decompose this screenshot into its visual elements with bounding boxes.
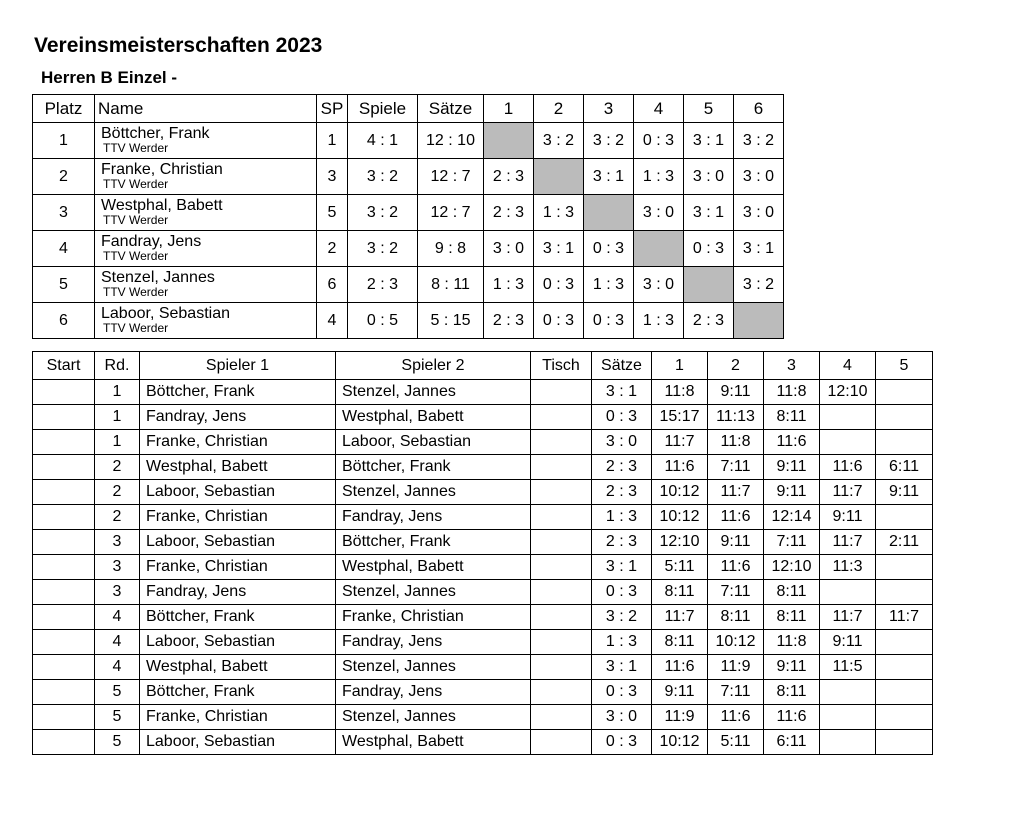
tisch-cell <box>531 705 592 730</box>
player-2-cell: Fandray, Jens <box>336 505 531 530</box>
tisch-cell <box>531 605 592 630</box>
set-score-cell <box>876 680 933 705</box>
club-name: TTV Werder <box>103 285 169 299</box>
match-row <box>33 530 933 555</box>
match-row <box>33 730 933 755</box>
player-1-cell: Böttcher, Frank <box>140 680 336 705</box>
match-saetze-cell: 3 : 0 <box>592 705 652 730</box>
sp-cell: 3 <box>317 159 348 195</box>
set-score-cell <box>820 680 876 705</box>
set-score-cell: 9:11 <box>820 630 876 655</box>
player-cell <box>95 303 317 339</box>
player-cell <box>95 123 317 159</box>
sp-cell: 4 <box>317 303 348 339</box>
set-score-cell <box>820 580 876 605</box>
player-1-cell: Franke, Christian <box>140 505 336 530</box>
set-score-cell: 8:11 <box>652 630 708 655</box>
club-name: TTV Werder <box>103 141 169 155</box>
header-tisch: Tisch <box>531 352 592 380</box>
standings-row <box>33 267 784 303</box>
player-1-cell: Franke, Christian <box>140 705 336 730</box>
set-score-cell: 12:10 <box>652 530 708 555</box>
result-cell: 1 : 3 <box>634 159 684 195</box>
header-sp: SP <box>317 95 348 123</box>
standings-row <box>33 231 784 267</box>
spiele-cell: 3 : 2 <box>348 231 418 267</box>
match-saetze-cell: 3 : 2 <box>592 605 652 630</box>
set-score-cell: 10:12 <box>652 480 708 505</box>
spiele-cell: 3 : 2 <box>348 195 418 231</box>
set-score-cell: 11:6 <box>820 455 876 480</box>
header-match-saetze: Sätze <box>592 352 652 380</box>
match-row <box>33 680 933 705</box>
header-set-3: 3 <box>764 352 820 380</box>
start-cell <box>33 630 95 655</box>
set-score-cell: 9:11 <box>820 505 876 530</box>
player-1-cell: Laboor, Sebastian <box>140 530 336 555</box>
set-score-cell: 12:10 <box>820 380 876 405</box>
result-cell: 0 : 3 <box>634 123 684 159</box>
match-saetze-cell: 2 : 3 <box>592 455 652 480</box>
result-cell: 1 : 3 <box>584 267 634 303</box>
start-cell <box>33 530 95 555</box>
set-score-cell <box>820 405 876 430</box>
result-cell: 2 : 3 <box>484 195 534 231</box>
result-cell: 3 : 1 <box>534 231 584 267</box>
result-cell: 1 : 3 <box>484 267 534 303</box>
set-score-cell: 11:8 <box>708 430 764 455</box>
set-score-cell: 7:11 <box>764 530 820 555</box>
match-row <box>33 505 933 530</box>
set-score-cell <box>876 380 933 405</box>
start-cell <box>33 580 95 605</box>
result-cell: 3 : 0 <box>734 195 784 231</box>
header-spiele: Spiele <box>348 95 418 123</box>
club-name: TTV Werder <box>103 177 169 191</box>
player-1-cell: Franke, Christian <box>140 430 336 455</box>
set-score-cell <box>820 430 876 455</box>
player-2-cell: Franke, Christian <box>336 605 531 630</box>
round-cell: 5 <box>95 680 140 705</box>
section-subtitle: Herren B Einzel - <box>41 68 178 87</box>
saetze-cell: 5 : 15 <box>418 303 484 339</box>
set-score-cell: 11:9 <box>708 655 764 680</box>
player-2-cell: Fandray, Jens <box>336 630 531 655</box>
sp-cell: 6 <box>317 267 348 303</box>
set-score-cell: 7:11 <box>708 580 764 605</box>
header-saetze: Sätze <box>418 95 484 123</box>
tisch-cell <box>531 430 592 455</box>
tisch-cell <box>531 680 592 705</box>
platz-cell: 2 <box>33 159 95 195</box>
player-2-cell: Westphal, Babett <box>336 405 531 430</box>
player-name: Stenzel, Jannes <box>101 269 215 286</box>
start-cell <box>33 430 95 455</box>
result-cell: 0 : 3 <box>584 231 634 267</box>
match-saetze-cell: 3 : 1 <box>592 555 652 580</box>
set-score-cell: 8:11 <box>764 580 820 605</box>
player-1-cell: Fandray, Jens <box>140 580 336 605</box>
header-opponent-2: 2 <box>534 95 584 123</box>
saetze-cell: 8 : 11 <box>418 267 484 303</box>
set-score-cell: 11:6 <box>764 430 820 455</box>
standings-row <box>33 303 784 339</box>
set-score-cell <box>876 505 933 530</box>
standings-table <box>32 94 784 339</box>
set-score-cell: 12:14 <box>764 505 820 530</box>
set-score-cell: 8:11 <box>764 605 820 630</box>
result-cell: 0 : 3 <box>534 303 584 339</box>
set-score-cell <box>876 555 933 580</box>
tisch-cell <box>531 580 592 605</box>
match-saetze-cell: 0 : 3 <box>592 730 652 755</box>
set-score-cell: 11:6 <box>764 705 820 730</box>
sp-cell: 2 <box>317 231 348 267</box>
start-cell <box>33 505 95 530</box>
club-name: TTV Werder <box>103 213 169 227</box>
result-cell: 3 : 2 <box>584 123 634 159</box>
set-score-cell: 7:11 <box>708 455 764 480</box>
tisch-cell <box>531 405 592 430</box>
round-cell: 3 <box>95 530 140 555</box>
round-cell: 2 <box>95 455 140 480</box>
header-round: Rd. <box>95 352 140 380</box>
match-row <box>33 555 933 580</box>
set-score-cell: 11:6 <box>652 655 708 680</box>
round-cell: 3 <box>95 555 140 580</box>
match-saetze-cell: 3 : 0 <box>592 430 652 455</box>
self-match-cell <box>484 123 534 159</box>
result-cell: 0 : 3 <box>534 267 584 303</box>
start-cell <box>33 655 95 680</box>
set-score-cell: 11:7 <box>820 480 876 505</box>
self-match-cell <box>734 303 784 339</box>
saetze-cell: 9 : 8 <box>418 231 484 267</box>
result-cell: 0 : 3 <box>684 231 734 267</box>
result-cell: 3 : 0 <box>734 159 784 195</box>
round-cell: 5 <box>95 705 140 730</box>
result-cell: 0 : 3 <box>584 303 634 339</box>
set-score-cell <box>876 630 933 655</box>
header-player-2: Spieler 2 <box>336 352 531 380</box>
header-platz: Platz <box>33 95 95 123</box>
player-2-cell: Stenzel, Jannes <box>336 380 531 405</box>
set-score-cell: 9:11 <box>764 480 820 505</box>
set-score-cell <box>876 580 933 605</box>
platz-cell: 5 <box>33 267 95 303</box>
start-cell <box>33 480 95 505</box>
round-cell: 4 <box>95 655 140 680</box>
set-score-cell: 9:11 <box>764 455 820 480</box>
match-saetze-cell: 0 : 3 <box>592 405 652 430</box>
player-1-cell: Franke, Christian <box>140 555 336 580</box>
set-score-cell <box>820 730 876 755</box>
set-score-cell <box>876 430 933 455</box>
set-score-cell: 11:6 <box>708 705 764 730</box>
header-set-5: 5 <box>876 352 933 380</box>
result-cell: 3 : 0 <box>484 231 534 267</box>
player-1-cell: Böttcher, Frank <box>140 605 336 630</box>
tisch-cell <box>531 655 592 680</box>
header-opponent-4: 4 <box>634 95 684 123</box>
player-cell <box>95 267 317 303</box>
result-cell: 1 : 3 <box>634 303 684 339</box>
result-cell: 2 : 3 <box>484 159 534 195</box>
sp-cell: 1 <box>317 123 348 159</box>
set-score-cell: 11:7 <box>820 605 876 630</box>
match-row <box>33 705 933 730</box>
player-2-cell: Böttcher, Frank <box>336 455 531 480</box>
player-1-cell: Laboor, Sebastian <box>140 480 336 505</box>
header-name: Name <box>95 95 317 123</box>
result-cell: 3 : 2 <box>734 267 784 303</box>
match-row <box>33 455 933 480</box>
result-cell: 3 : 1 <box>584 159 634 195</box>
set-score-cell: 11:3 <box>820 555 876 580</box>
set-score-cell: 11:7 <box>652 605 708 630</box>
set-score-cell: 12:10 <box>764 555 820 580</box>
player-2-cell: Westphal, Babett <box>336 555 531 580</box>
set-score-cell: 11:6 <box>708 555 764 580</box>
result-cell: 3 : 2 <box>534 123 584 159</box>
start-cell <box>33 730 95 755</box>
result-cell: 2 : 3 <box>684 303 734 339</box>
platz-cell: 6 <box>33 303 95 339</box>
set-score-cell: 11:7 <box>652 430 708 455</box>
player-cell <box>95 195 317 231</box>
player-cell <box>95 159 317 195</box>
self-match-cell <box>684 267 734 303</box>
result-cell: 2 : 3 <box>484 303 534 339</box>
player-1-cell: Westphal, Babett <box>140 455 336 480</box>
set-score-cell: 8:11 <box>764 405 820 430</box>
round-cell: 4 <box>95 630 140 655</box>
result-cell: 3 : 2 <box>734 123 784 159</box>
player-name: Laboor, Sebastian <box>101 305 230 322</box>
set-score-cell <box>876 405 933 430</box>
set-score-cell: 10:12 <box>652 730 708 755</box>
set-score-cell: 11:7 <box>820 530 876 555</box>
matches-header-row <box>33 352 933 380</box>
player-name: Fandray, Jens <box>101 233 202 250</box>
set-score-cell <box>876 730 933 755</box>
match-row <box>33 630 933 655</box>
round-cell: 2 <box>95 480 140 505</box>
player-2-cell: Stenzel, Jannes <box>336 480 531 505</box>
player-name: Franke, Christian <box>101 161 223 178</box>
player-1-cell: Böttcher, Frank <box>140 380 336 405</box>
player-name: Westphal, Babett <box>101 197 223 214</box>
player-2-cell: Laboor, Sebastian <box>336 430 531 455</box>
player-1-cell: Westphal, Babett <box>140 655 336 680</box>
tisch-cell <box>531 505 592 530</box>
set-score-cell: 8:11 <box>764 680 820 705</box>
set-score-cell: 9:11 <box>764 655 820 680</box>
tisch-cell <box>531 530 592 555</box>
player-2-cell: Westphal, Babett <box>336 730 531 755</box>
saetze-cell: 12 : 10 <box>418 123 484 159</box>
set-score-cell: 10:12 <box>652 505 708 530</box>
match-saetze-cell: 2 : 3 <box>592 480 652 505</box>
self-match-cell <box>534 159 584 195</box>
set-score-cell: 7:11 <box>708 680 764 705</box>
match-row <box>33 430 933 455</box>
tisch-cell <box>531 730 592 755</box>
match-row <box>33 405 933 430</box>
standings-row <box>33 195 784 231</box>
standings-row <box>33 123 784 159</box>
match-row <box>33 655 933 680</box>
set-score-cell: 11:13 <box>708 405 764 430</box>
spiele-cell: 0 : 5 <box>348 303 418 339</box>
header-opponent-1: 1 <box>484 95 534 123</box>
platz-cell: 3 <box>33 195 95 231</box>
player-name: Böttcher, Frank <box>101 125 210 142</box>
saetze-cell: 12 : 7 <box>418 195 484 231</box>
header-opponent-6: 6 <box>734 95 784 123</box>
set-score-cell: 15:17 <box>652 405 708 430</box>
header-set-1: 1 <box>652 352 708 380</box>
set-score-cell: 11:9 <box>652 705 708 730</box>
set-score-cell: 11:7 <box>876 605 933 630</box>
tisch-cell <box>531 480 592 505</box>
start-cell <box>33 405 95 430</box>
header-set-4: 4 <box>820 352 876 380</box>
set-score-cell: 10:12 <box>708 630 764 655</box>
player-1-cell: Laboor, Sebastian <box>140 730 336 755</box>
result-cell: 3 : 0 <box>634 267 684 303</box>
round-cell: 1 <box>95 405 140 430</box>
match-saetze-cell: 2 : 3 <box>592 530 652 555</box>
start-cell <box>33 680 95 705</box>
match-saetze-cell: 0 : 3 <box>592 680 652 705</box>
page-title: Vereinsmeisterschaften 2023 <box>34 34 323 57</box>
set-score-cell: 9:11 <box>708 530 764 555</box>
tisch-cell <box>531 630 592 655</box>
result-cell: 3 : 0 <box>634 195 684 231</box>
match-saetze-cell: 3 : 1 <box>592 655 652 680</box>
round-cell: 4 <box>95 605 140 630</box>
start-cell <box>33 705 95 730</box>
header-opponent-3: 3 <box>584 95 634 123</box>
match-row <box>33 580 933 605</box>
set-score-cell: 9:11 <box>652 680 708 705</box>
set-score-cell <box>876 705 933 730</box>
platz-cell: 4 <box>33 231 95 267</box>
spiele-cell: 4 : 1 <box>348 123 418 159</box>
tisch-cell <box>531 555 592 580</box>
header-opponent-5: 5 <box>684 95 734 123</box>
set-score-cell: 5:11 <box>652 555 708 580</box>
result-cell: 1 : 3 <box>534 195 584 231</box>
set-score-cell: 11:6 <box>652 455 708 480</box>
round-cell: 2 <box>95 505 140 530</box>
saetze-cell: 12 : 7 <box>418 159 484 195</box>
player-2-cell: Böttcher, Frank <box>336 530 531 555</box>
result-cell: 3 : 0 <box>684 159 734 195</box>
set-score-cell <box>876 655 933 680</box>
match-saetze-cell: 0 : 3 <box>592 580 652 605</box>
set-score-cell: 11:7 <box>708 480 764 505</box>
round-cell: 1 <box>95 430 140 455</box>
player-2-cell: Fandray, Jens <box>336 680 531 705</box>
match-saetze-cell: 1 : 3 <box>592 505 652 530</box>
start-cell <box>33 455 95 480</box>
platz-cell: 1 <box>33 123 95 159</box>
player-2-cell: Stenzel, Jannes <box>336 655 531 680</box>
player-2-cell: Stenzel, Jannes <box>336 580 531 605</box>
result-cell: 3 : 1 <box>734 231 784 267</box>
set-score-cell: 11:8 <box>652 380 708 405</box>
matches-table <box>32 351 933 755</box>
set-score-cell: 2:11 <box>876 530 933 555</box>
club-name: TTV Werder <box>103 321 169 335</box>
spiele-cell: 2 : 3 <box>348 267 418 303</box>
start-cell <box>33 380 95 405</box>
set-score-cell: 9:11 <box>708 380 764 405</box>
set-score-cell: 6:11 <box>876 455 933 480</box>
sp-cell: 5 <box>317 195 348 231</box>
round-cell: 1 <box>95 380 140 405</box>
match-saetze-cell: 1 : 3 <box>592 630 652 655</box>
set-score-cell: 9:11 <box>876 480 933 505</box>
standings-row <box>33 159 784 195</box>
set-score-cell: 11:8 <box>764 630 820 655</box>
set-score-cell: 11:8 <box>764 380 820 405</box>
tisch-cell <box>531 380 592 405</box>
match-saetze-cell: 3 : 1 <box>592 380 652 405</box>
header-start: Start <box>33 352 95 380</box>
club-name: TTV Werder <box>103 249 169 263</box>
set-score-cell: 11:5 <box>820 655 876 680</box>
player-2-cell: Stenzel, Jannes <box>336 705 531 730</box>
set-score-cell: 8:11 <box>652 580 708 605</box>
tisch-cell <box>531 455 592 480</box>
match-row <box>33 605 933 630</box>
player-cell <box>95 231 317 267</box>
self-match-cell <box>584 195 634 231</box>
self-match-cell <box>634 231 684 267</box>
header-set-2: 2 <box>708 352 764 380</box>
spiele-cell: 3 : 2 <box>348 159 418 195</box>
match-row <box>33 380 933 405</box>
set-score-cell: 5:11 <box>708 730 764 755</box>
set-score-cell: 11:6 <box>708 505 764 530</box>
set-score-cell <box>820 705 876 730</box>
result-cell: 3 : 1 <box>684 195 734 231</box>
result-cell: 3 : 1 <box>684 123 734 159</box>
set-score-cell: 6:11 <box>764 730 820 755</box>
player-1-cell: Laboor, Sebastian <box>140 630 336 655</box>
player-1-cell: Fandray, Jens <box>140 405 336 430</box>
round-cell: 3 <box>95 580 140 605</box>
header-player-1: Spieler 1 <box>140 352 336 380</box>
start-cell <box>33 605 95 630</box>
start-cell <box>33 555 95 580</box>
match-row <box>33 480 933 505</box>
round-cell: 5 <box>95 730 140 755</box>
set-score-cell: 8:11 <box>708 605 764 630</box>
standings-header-row <box>33 95 784 123</box>
